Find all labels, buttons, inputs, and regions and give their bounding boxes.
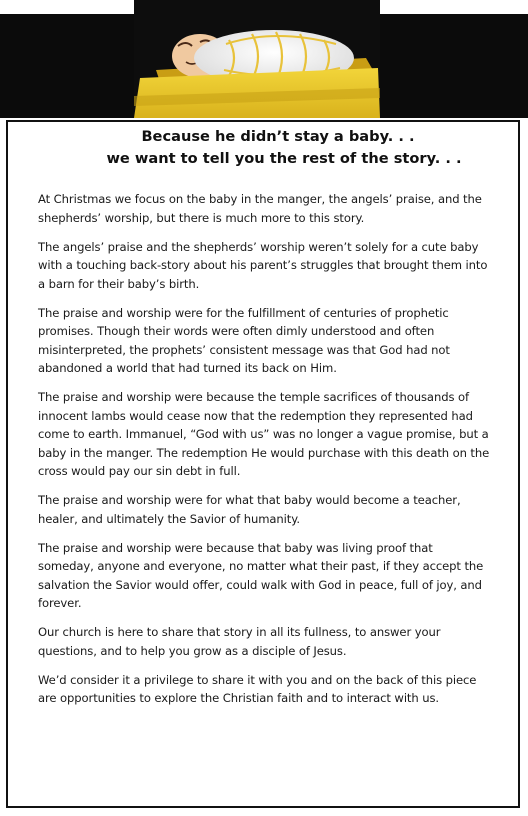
paragraph-our-church: Our church is here to share that story in all its fullness, to answer your questions, and to help you grow as a disciple of Jesus. (38, 625, 441, 658)
paragraph-not-solely: The angels’ praise and the shepherds’ worship weren’t solely for a cute baby with a touching back-story about his parent’s struggles that brought them into a barn for their baby’s birth. (38, 239, 488, 291)
paragraph-living-proof: The praise and worship were because that baby was living proof that someday, anyone and everyone, no matter what their past, if they accept the salvation the Savior would offer, could walk with God in peace, full of joy, and forever. (38, 540, 484, 610)
paragraph-temple-sacrifices: The praise and worship were because the temple sacrifices of thousands of innocent lambs would cease now that the redemption they represented had come to earth. Immanuel, “God with us” was no longer a vague promise, but a baby in the manger. The redemption He would purchase with this death on the cross would pay our sin debt in full. (38, 390, 490, 478)
paragraph-privilege: We’d consider it a privilege to share it with you and on the back of this piece are opportunities to explore the Christian faith and to interact with us. (38, 672, 477, 705)
baby-in-manger-image (134, 0, 380, 118)
heading-line-1: Because he didn’t stay a baby. . . (141, 128, 415, 145)
baby-in-manger-photo (134, 0, 380, 118)
paragraph-prophetic-promises: The praise and worship were for the fulfillment of centuries of prophetic promises. Though their words were often dimly understood and often misinterpreted, the prophets’ consistent message was that God had not abandoned a world that had turned its back on Him. (38, 305, 450, 375)
paragraph-what-baby-would-become: The praise and worship were for what that baby would become a teacher, healer, and ultimately the Savior of humanity. (38, 493, 461, 526)
page-heading (10, 126, 518, 170)
paragraph-christmas-focus: At Christmas we focus on the baby in the manger, the angels’ praise, and the shepherds’ worship, but there is much more to this story. (38, 192, 482, 225)
body-text (38, 190, 492, 718)
header-banner (0, 0, 528, 120)
heading-line-2: we want to tell you the rest of the story. . . (106, 150, 462, 167)
